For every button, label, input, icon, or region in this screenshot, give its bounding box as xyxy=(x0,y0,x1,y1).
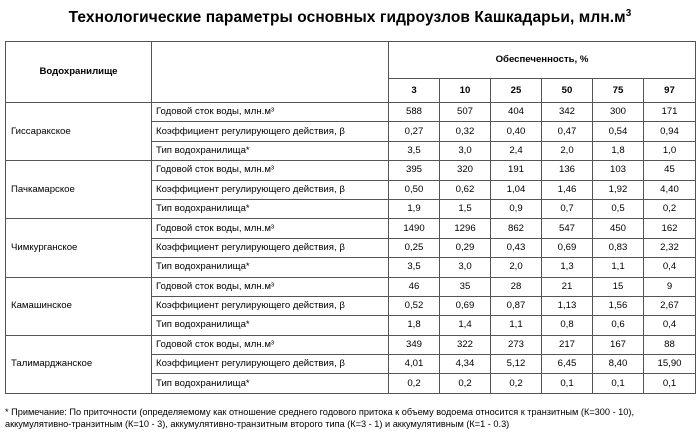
footnote: * Примечание: По приточности (определяемому как отношение среднего годового притока к объему водоема относится к транзитным (К=300 - 10), аккумулятивно-транзитным (К=10 - 3), аккумулятивно-транзитным второго типа (К=3 - 1) и аккумулятивным (К=1 - 0.3) xyxy=(5,407,635,429)
value-cell: 21 xyxy=(542,277,593,296)
probability-value-header: 97 xyxy=(644,79,696,103)
value-cell: 0,2 xyxy=(644,199,696,218)
parameter-label: Коэффициент регулирующего действия, β xyxy=(152,122,389,141)
value-cell: 404 xyxy=(491,103,542,122)
value-cell: 2,0 xyxy=(491,258,542,277)
value-cell: 0,4 xyxy=(644,316,696,335)
value-cell: 0,25 xyxy=(389,238,440,257)
title-superscript: 3 xyxy=(625,8,632,19)
value-cell: 0,52 xyxy=(389,296,440,315)
value-cell: 4,34 xyxy=(440,355,491,374)
parameter-label: Годовой сток воды, млн.м³ xyxy=(152,103,389,122)
value-cell: 1,56 xyxy=(593,296,644,315)
value-cell: 0,2 xyxy=(389,374,440,393)
parameter-label: Тип водохранилища* xyxy=(152,374,389,393)
value-cell: 167 xyxy=(593,335,644,354)
value-cell: 0,50 xyxy=(389,180,440,199)
value-cell: 0,40 xyxy=(491,122,542,141)
value-cell: 2,67 xyxy=(644,296,696,315)
value-cell: 46 xyxy=(389,277,440,296)
value-cell: 1,4 xyxy=(440,316,491,335)
value-cell: 3,0 xyxy=(440,258,491,277)
value-cell: 395 xyxy=(389,161,440,180)
reservoir-name: Камашинское xyxy=(6,277,152,335)
reservoir-name: Чимкурганское xyxy=(6,219,152,277)
value-cell: 862 xyxy=(491,219,542,238)
value-cell: 349 xyxy=(389,335,440,354)
value-cell: 1,1 xyxy=(491,316,542,335)
value-cell: 1,5 xyxy=(440,199,491,218)
value-cell: 0,32 xyxy=(440,122,491,141)
value-cell: 0,7 xyxy=(542,199,593,218)
value-cell: 4,01 xyxy=(389,355,440,374)
value-cell: 0,9 xyxy=(491,199,542,218)
parameter-label: Годовой сток воды, млн.м³ xyxy=(152,335,389,354)
value-cell: 0,62 xyxy=(440,180,491,199)
parameter-label: Коэффициент регулирующего действия, β xyxy=(152,238,389,257)
value-cell: 2,0 xyxy=(542,141,593,160)
value-cell: 342 xyxy=(542,103,593,122)
value-cell: 0,47 xyxy=(542,122,593,141)
value-cell: 0,2 xyxy=(440,374,491,393)
parameter-label: Коэффициент регулирующего действия, β xyxy=(152,180,389,199)
value-cell: 300 xyxy=(593,103,644,122)
table-row xyxy=(6,277,696,296)
value-cell: 588 xyxy=(389,103,440,122)
table-row xyxy=(6,219,696,238)
value-cell: 191 xyxy=(491,161,542,180)
value-cell: 9 xyxy=(644,277,696,296)
value-cell: 0,27 xyxy=(389,122,440,141)
reservoir-name: Гиссаракское xyxy=(6,103,152,161)
reservoir-name: Талимарджанское xyxy=(6,335,152,393)
value-cell: 1,0 xyxy=(644,141,696,160)
value-cell: 450 xyxy=(593,219,644,238)
probability-value-header: 3 xyxy=(389,79,440,103)
value-cell: 2,32 xyxy=(644,238,696,257)
value-cell: 0,94 xyxy=(644,122,696,141)
probability-value-header: 50 xyxy=(542,79,593,103)
value-cell: 320 xyxy=(440,161,491,180)
parameter-label: Коэффициент регулирующего действия, β xyxy=(152,296,389,315)
value-cell: 1,04 xyxy=(491,180,542,199)
value-cell: 1,9 xyxy=(389,199,440,218)
value-cell: 0,69 xyxy=(440,296,491,315)
value-cell: 217 xyxy=(542,335,593,354)
value-cell: 1,8 xyxy=(593,141,644,160)
table-row xyxy=(6,161,696,180)
parameter-label: Годовой сток воды, млн.м³ xyxy=(152,219,389,238)
value-cell: 547 xyxy=(542,219,593,238)
value-cell: 0,29 xyxy=(440,238,491,257)
probability-value-header: 75 xyxy=(593,79,644,103)
value-cell: 1,1 xyxy=(593,258,644,277)
reservoir-name: Пачкамарское xyxy=(6,161,152,219)
value-cell: 6,45 xyxy=(542,355,593,374)
value-cell: 8,40 xyxy=(593,355,644,374)
value-cell: 136 xyxy=(542,161,593,180)
value-cell: 1490 xyxy=(389,219,440,238)
value-cell: 0,1 xyxy=(644,374,696,393)
value-cell: 0,4 xyxy=(644,258,696,277)
value-cell: 3,5 xyxy=(389,258,440,277)
probability-value-header: 25 xyxy=(491,79,542,103)
value-cell: 1,46 xyxy=(542,180,593,199)
value-cell: 0,2 xyxy=(491,374,542,393)
value-cell: 0,83 xyxy=(593,238,644,257)
value-cell: 45 xyxy=(644,161,696,180)
value-cell: 2,4 xyxy=(491,141,542,160)
header-row xyxy=(6,42,696,79)
parameter-column-header xyxy=(152,42,389,103)
value-cell: 3,5 xyxy=(389,141,440,160)
title-text: Технологические параметры основных гидроузлов Кашкадарьи, млн.м xyxy=(68,9,626,27)
value-cell: 15 xyxy=(593,277,644,296)
value-cell: 273 xyxy=(491,335,542,354)
value-cell: 0,87 xyxy=(491,296,542,315)
value-cell: 171 xyxy=(644,103,696,122)
value-cell: 15,90 xyxy=(644,355,696,374)
value-cell: 88 xyxy=(644,335,696,354)
value-cell: 322 xyxy=(440,335,491,354)
value-cell: 1,3 xyxy=(542,258,593,277)
value-cell: 103 xyxy=(593,161,644,180)
table-row xyxy=(6,335,696,354)
parameter-label: Тип водохранилища* xyxy=(152,199,389,218)
value-cell: 0,6 xyxy=(593,316,644,335)
value-cell: 28 xyxy=(491,277,542,296)
parameter-label: Коэффициент регулирующего действия, β xyxy=(152,355,389,374)
value-cell: 0,1 xyxy=(593,374,644,393)
parameter-label: Тип водохранилища* xyxy=(152,258,389,277)
parameter-label: Годовой сток воды, млн.м³ xyxy=(152,161,389,180)
value-cell: 0,43 xyxy=(491,238,542,257)
value-cell: 5,12 xyxy=(491,355,542,374)
value-cell: 3,0 xyxy=(440,141,491,160)
page-title xyxy=(0,8,700,27)
reservoir-column-header: Водохранилище xyxy=(6,42,152,103)
parameter-label: Годовой сток воды, млн.м³ xyxy=(152,277,389,296)
value-cell: 1,8 xyxy=(389,316,440,335)
value-cell: 4,40 xyxy=(644,180,696,199)
value-cell: 0,8 xyxy=(542,316,593,335)
value-cell: 1,13 xyxy=(542,296,593,315)
parameters-table xyxy=(5,41,696,394)
parameter-label: Тип водохранилища* xyxy=(152,141,389,160)
value-cell: 0,54 xyxy=(593,122,644,141)
value-cell: 35 xyxy=(440,277,491,296)
value-cell: 0,5 xyxy=(593,199,644,218)
probability-header: Обеспеченность, % xyxy=(389,42,696,79)
probability-value-header: 10 xyxy=(440,79,491,103)
value-cell: 0,1 xyxy=(542,374,593,393)
value-cell: 1296 xyxy=(440,219,491,238)
value-cell: 0,69 xyxy=(542,238,593,257)
value-cell: 1,92 xyxy=(593,180,644,199)
parameter-label: Тип водохранилища* xyxy=(152,316,389,335)
value-cell: 507 xyxy=(440,103,491,122)
value-cell: 162 xyxy=(644,219,696,238)
table-row xyxy=(6,103,696,122)
